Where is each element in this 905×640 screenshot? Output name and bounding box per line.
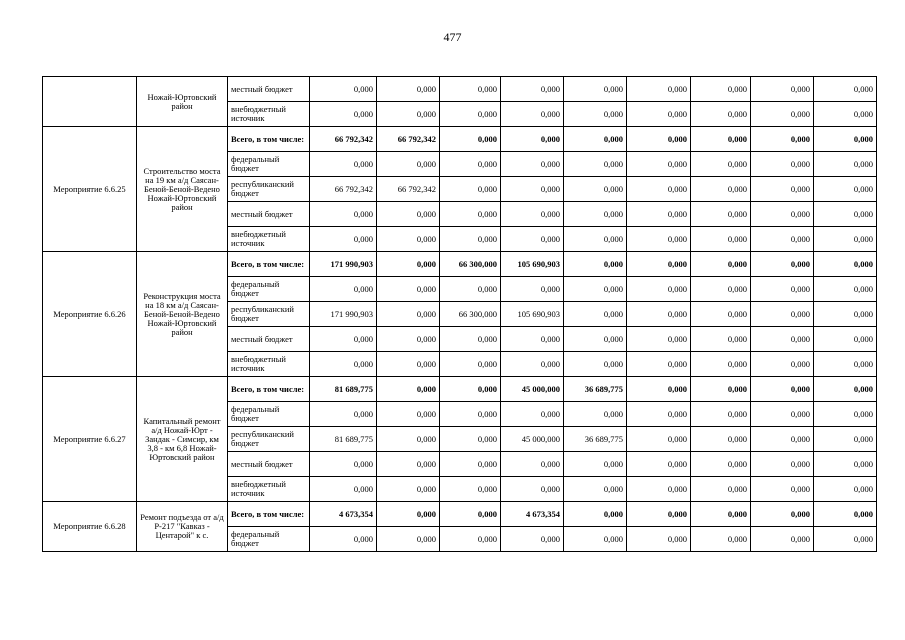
funding-source-cell: республиканский бюджет xyxy=(228,302,310,327)
amount-cell: 0,000 xyxy=(564,527,627,552)
amount-cell: 0,000 xyxy=(501,127,564,152)
amount-cell: 0,000 xyxy=(440,77,501,102)
amount-cell: 45 000,000 xyxy=(501,377,564,402)
amount-cell: 0,000 xyxy=(814,527,877,552)
amount-cell: 0,000 xyxy=(440,452,501,477)
amount-cell: 0,000 xyxy=(814,102,877,127)
amount-cell: 0,000 xyxy=(377,527,440,552)
amount-cell: 0,000 xyxy=(627,127,691,152)
funding-source-cell: местный бюджет xyxy=(228,327,310,352)
amount-cell: 0,000 xyxy=(440,202,501,227)
amount-cell: 0,000 xyxy=(564,102,627,127)
amount-cell: 0,000 xyxy=(440,502,501,527)
amount-cell: 0,000 xyxy=(501,452,564,477)
funding-source-cell: Всего, в том числе: xyxy=(228,377,310,402)
object-name-cell: Капитальный ремонт а/д Ножай-Юрт - Зандак - Симсир, км 3,8 - км 6,8 Ножай-Юртовский район xyxy=(137,377,228,502)
amount-cell: 0,000 xyxy=(310,77,377,102)
amount-cell: 0,000 xyxy=(751,352,814,377)
amount-cell: 0,000 xyxy=(310,352,377,377)
amount-cell: 0,000 xyxy=(627,352,691,377)
amount-cell: 0,000 xyxy=(627,527,691,552)
amount-cell: 0,000 xyxy=(751,127,814,152)
amount-cell: 0,000 xyxy=(627,102,691,127)
amount-cell: 0,000 xyxy=(814,477,877,502)
object-name-cell: Строительство моста на 19 км а/д Саясан-Беной-Беной-Ведено Ножай-Юртовский район xyxy=(137,127,228,252)
funding-source-cell: федеральный бюджет xyxy=(228,527,310,552)
amount-cell: 0,000 xyxy=(627,427,691,452)
amount-cell: 0,000 xyxy=(751,402,814,427)
event-cell xyxy=(43,77,137,127)
amount-cell: 0,000 xyxy=(440,377,501,402)
amount-cell: 0,000 xyxy=(501,402,564,427)
amount-cell: 0,000 xyxy=(564,127,627,152)
amount-cell: 0,000 xyxy=(627,477,691,502)
amount-cell: 0,000 xyxy=(501,77,564,102)
amount-cell: 0,000 xyxy=(564,252,627,277)
amount-cell: 105 690,903 xyxy=(501,302,564,327)
amount-cell: 0,000 xyxy=(440,352,501,377)
amount-cell: 0,000 xyxy=(751,302,814,327)
amount-cell: 0,000 xyxy=(751,277,814,302)
amount-cell: 0,000 xyxy=(564,502,627,527)
amount-cell: 0,000 xyxy=(377,277,440,302)
table-row xyxy=(43,77,877,102)
object-name-cell: Реконструкция моста на 18 км а/д Саясан-Беной-Беной-Ведено Ножай-Юртовский район xyxy=(137,252,228,377)
amount-cell: 0,000 xyxy=(310,152,377,177)
amount-cell: 0,000 xyxy=(377,477,440,502)
amount-cell: 0,000 xyxy=(751,477,814,502)
table-row xyxy=(43,127,877,152)
amount-cell: 0,000 xyxy=(814,277,877,302)
amount-cell: 0,000 xyxy=(627,152,691,177)
amount-cell: 0,000 xyxy=(440,527,501,552)
amount-cell: 66 792,342 xyxy=(310,177,377,202)
funding-source-cell: федеральный бюджет xyxy=(228,402,310,427)
amount-cell: 0,000 xyxy=(751,502,814,527)
amount-cell: 0,000 xyxy=(814,452,877,477)
amount-cell: 4 673,354 xyxy=(501,502,564,527)
event-cell: Мероприятие 6.6.27 xyxy=(43,377,137,502)
amount-cell: 0,000 xyxy=(751,152,814,177)
amount-cell: 0,000 xyxy=(627,302,691,327)
page-number: 477 xyxy=(443,30,462,44)
budget-table-body xyxy=(43,77,877,552)
amount-cell: 0,000 xyxy=(310,277,377,302)
amount-cell: 0,000 xyxy=(501,527,564,552)
amount-cell: 0,000 xyxy=(377,77,440,102)
amount-cell: 0,000 xyxy=(691,177,751,202)
amount-cell: 105 690,903 xyxy=(501,252,564,277)
amount-cell: 66 792,342 xyxy=(310,127,377,152)
amount-cell: 0,000 xyxy=(377,352,440,377)
amount-cell: 0,000 xyxy=(564,302,627,327)
amount-cell: 0,000 xyxy=(691,127,751,152)
amount-cell: 0,000 xyxy=(627,77,691,102)
amount-cell: 0,000 xyxy=(377,502,440,527)
amount-cell: 0,000 xyxy=(310,477,377,502)
event-cell: Мероприятие 6.6.25 xyxy=(43,127,137,252)
amount-cell: 0,000 xyxy=(814,227,877,252)
funding-source-cell: республиканский бюджет xyxy=(228,427,310,452)
amount-cell: 0,000 xyxy=(751,527,814,552)
amount-cell: 0,000 xyxy=(501,102,564,127)
amount-cell: 0,000 xyxy=(501,227,564,252)
amount-cell: 0,000 xyxy=(751,77,814,102)
amount-cell: 0,000 xyxy=(751,202,814,227)
amount-cell: 0,000 xyxy=(627,327,691,352)
amount-cell: 66 792,342 xyxy=(377,177,440,202)
amount-cell: 0,000 xyxy=(691,327,751,352)
funding-source-cell: федеральный бюджет xyxy=(228,152,310,177)
amount-cell: 0,000 xyxy=(440,177,501,202)
amount-cell: 0,000 xyxy=(564,227,627,252)
amount-cell: 0,000 xyxy=(814,177,877,202)
amount-cell: 0,000 xyxy=(310,202,377,227)
amount-cell: 0,000 xyxy=(564,352,627,377)
amount-cell: 0,000 xyxy=(751,427,814,452)
amount-cell: 0,000 xyxy=(377,327,440,352)
amount-cell: 0,000 xyxy=(377,102,440,127)
amount-cell: 0,000 xyxy=(691,277,751,302)
amount-cell: 0,000 xyxy=(501,352,564,377)
amount-cell: 0,000 xyxy=(564,152,627,177)
amount-cell: 0,000 xyxy=(814,502,877,527)
amount-cell: 0,000 xyxy=(627,502,691,527)
amount-cell: 0,000 xyxy=(627,177,691,202)
amount-cell: 0,000 xyxy=(377,452,440,477)
amount-cell: 0,000 xyxy=(310,227,377,252)
table-row xyxy=(43,377,877,402)
amount-cell: 0,000 xyxy=(691,377,751,402)
amount-cell: 0,000 xyxy=(691,527,751,552)
amount-cell: 45 000,000 xyxy=(501,427,564,452)
amount-cell: 0,000 xyxy=(814,152,877,177)
amount-cell: 0,000 xyxy=(377,227,440,252)
event-cell: Мероприятие 6.6.26 xyxy=(43,252,137,377)
amount-cell: 4 673,354 xyxy=(310,502,377,527)
funding-source-cell: внебюджетный источник xyxy=(228,352,310,377)
amount-cell: 0,000 xyxy=(814,252,877,277)
amount-cell: 0,000 xyxy=(310,102,377,127)
amount-cell: 0,000 xyxy=(691,302,751,327)
amount-cell: 171 990,903 xyxy=(310,302,377,327)
amount-cell: 36 689,775 xyxy=(564,427,627,452)
amount-cell: 0,000 xyxy=(440,427,501,452)
amount-cell: 0,000 xyxy=(814,77,877,102)
amount-cell: 0,000 xyxy=(377,302,440,327)
amount-cell: 0,000 xyxy=(627,377,691,402)
amount-cell: 0,000 xyxy=(501,277,564,302)
amount-cell: 66 300,000 xyxy=(440,252,501,277)
amount-cell: 66 792,342 xyxy=(377,127,440,152)
amount-cell: 0,000 xyxy=(501,202,564,227)
amount-cell: 36 689,775 xyxy=(564,377,627,402)
funding-source-cell: внебюджетный источник xyxy=(228,102,310,127)
funding-source-cell: внебюджетный источник xyxy=(228,227,310,252)
amount-cell: 0,000 xyxy=(627,202,691,227)
amount-cell: 0,000 xyxy=(377,402,440,427)
amount-cell: 0,000 xyxy=(440,102,501,127)
table-row xyxy=(43,252,877,277)
object-name-cell: Ножай-Юртовский район xyxy=(137,77,228,127)
amount-cell: 0,000 xyxy=(440,327,501,352)
amount-cell: 0,000 xyxy=(440,402,501,427)
amount-cell: 0,000 xyxy=(440,227,501,252)
amount-cell: 81 689,775 xyxy=(310,377,377,402)
amount-cell: 0,000 xyxy=(814,327,877,352)
amount-cell: 0,000 xyxy=(564,202,627,227)
amount-cell: 0,000 xyxy=(814,377,877,402)
amount-cell: 0,000 xyxy=(564,452,627,477)
amount-cell: 0,000 xyxy=(691,202,751,227)
amount-cell: 0,000 xyxy=(377,377,440,402)
amount-cell: 0,000 xyxy=(691,477,751,502)
funding-source-cell: Всего, в том числе: xyxy=(228,252,310,277)
amount-cell: 0,000 xyxy=(564,77,627,102)
amount-cell: 0,000 xyxy=(691,402,751,427)
amount-cell: 0,000 xyxy=(377,202,440,227)
event-cell: Мероприятие 6.6.28 xyxy=(43,502,137,552)
funding-source-cell: Всего, в том числе: xyxy=(228,502,310,527)
funding-source-cell: федеральный бюджет xyxy=(228,277,310,302)
amount-cell: 0,000 xyxy=(627,277,691,302)
amount-cell: 0,000 xyxy=(691,152,751,177)
amount-cell: 0,000 xyxy=(310,452,377,477)
funding-source-cell: местный бюджет xyxy=(228,452,310,477)
table-row xyxy=(43,502,877,527)
amount-cell: 0,000 xyxy=(627,227,691,252)
amount-cell: 0,000 xyxy=(814,127,877,152)
amount-cell: 0,000 xyxy=(691,427,751,452)
amount-cell: 0,000 xyxy=(814,402,877,427)
amount-cell: 0,000 xyxy=(751,327,814,352)
amount-cell: 0,000 xyxy=(814,302,877,327)
amount-cell: 0,000 xyxy=(501,177,564,202)
amount-cell: 0,000 xyxy=(564,402,627,427)
amount-cell: 0,000 xyxy=(627,452,691,477)
amount-cell: 0,000 xyxy=(814,202,877,227)
amount-cell: 0,000 xyxy=(691,502,751,527)
budget-table xyxy=(42,76,877,552)
amount-cell: 0,000 xyxy=(377,152,440,177)
amount-cell: 0,000 xyxy=(751,177,814,202)
amount-cell: 0,000 xyxy=(751,377,814,402)
funding-source-cell: местный бюджет xyxy=(228,77,310,102)
funding-source-cell: республиканский бюджет xyxy=(228,177,310,202)
amount-cell: 0,000 xyxy=(564,177,627,202)
amount-cell: 0,000 xyxy=(440,477,501,502)
amount-cell: 0,000 xyxy=(814,427,877,452)
amount-cell: 0,000 xyxy=(814,352,877,377)
amount-cell: 0,000 xyxy=(377,252,440,277)
object-name-cell: Ремонт подъезда от а/д Р-217 "Кавказ - Центарой" к с. xyxy=(137,502,228,552)
amount-cell: 0,000 xyxy=(691,227,751,252)
amount-cell: 0,000 xyxy=(564,477,627,502)
amount-cell: 0,000 xyxy=(627,402,691,427)
amount-cell: 0,000 xyxy=(751,252,814,277)
amount-cell: 0,000 xyxy=(691,452,751,477)
funding-source-cell: внебюджетный источник xyxy=(228,477,310,502)
amount-cell: 0,000 xyxy=(691,102,751,127)
amount-cell: 0,000 xyxy=(310,327,377,352)
amount-cell: 0,000 xyxy=(377,427,440,452)
amount-cell: 0,000 xyxy=(627,252,691,277)
amount-cell: 0,000 xyxy=(440,277,501,302)
amount-cell: 0,000 xyxy=(691,77,751,102)
amount-cell: 0,000 xyxy=(751,452,814,477)
amount-cell: 0,000 xyxy=(691,352,751,377)
amount-cell: 0,000 xyxy=(501,477,564,502)
amount-cell: 0,000 xyxy=(564,277,627,302)
amount-cell: 0,000 xyxy=(440,152,501,177)
amount-cell: 0,000 xyxy=(440,127,501,152)
funding-source-cell: Всего, в том числе: xyxy=(228,127,310,152)
amount-cell: 81 689,775 xyxy=(310,427,377,452)
amount-cell: 0,000 xyxy=(564,327,627,352)
amount-cell: 0,000 xyxy=(751,227,814,252)
amount-cell: 0,000 xyxy=(501,152,564,177)
amount-cell: 0,000 xyxy=(501,327,564,352)
amount-cell: 66 300,000 xyxy=(440,302,501,327)
amount-cell: 0,000 xyxy=(310,527,377,552)
amount-cell: 0,000 xyxy=(751,102,814,127)
amount-cell: 171 990,903 xyxy=(310,252,377,277)
funding-source-cell: местный бюджет xyxy=(228,202,310,227)
amount-cell: 0,000 xyxy=(310,402,377,427)
amount-cell: 0,000 xyxy=(691,252,751,277)
